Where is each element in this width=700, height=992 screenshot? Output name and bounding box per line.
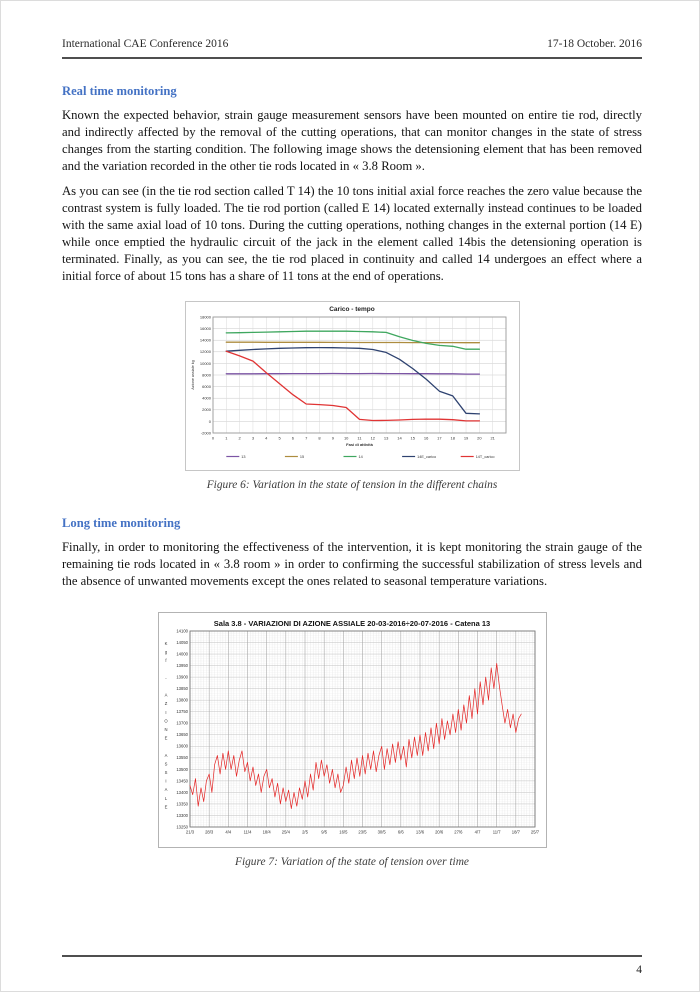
figure7-chart-title: Sala 3.8 - VARIAZIONI DI AZIONE ASSIALE 20-03-2016÷20-07-2016 - Catena 13 xyxy=(213,619,491,628)
svg-text:16: 16 xyxy=(423,435,428,441)
svg-text:13900: 13900 xyxy=(175,674,188,680)
section-heading-long-time-monitoring: Long time monitoring xyxy=(62,516,181,530)
svg-text:13850: 13850 xyxy=(175,686,188,692)
svg-text:6: 6 xyxy=(291,435,294,441)
figure6-chart-title: Carico - tempo xyxy=(329,306,375,313)
svg-text:13250: 13250 xyxy=(175,824,188,830)
svg-text:0: 0 xyxy=(208,418,211,424)
svg-text:28/3: 28/3 xyxy=(204,829,213,835)
svg-text:20/6: 20/6 xyxy=(434,829,443,835)
svg-text:16000: 16000 xyxy=(199,326,211,331)
svg-text:L: L xyxy=(164,795,167,801)
svg-text:13700: 13700 xyxy=(175,720,188,726)
svg-text:Fasi di attività: Fasi di attività xyxy=(345,442,373,447)
svg-text:18/4: 18/4 xyxy=(262,829,271,835)
svg-text:f: f xyxy=(164,658,167,664)
figure6-caption: Figure 6: Variation in the state of tension in the different chains xyxy=(206,479,498,491)
svg-text:-: - xyxy=(164,675,167,681)
svg-text:2/5: 2/5 xyxy=(301,829,308,835)
svg-text:15: 15 xyxy=(410,435,415,441)
svg-text:9: 9 xyxy=(331,435,334,441)
figure7 xyxy=(158,612,547,848)
svg-text:3: 3 xyxy=(251,435,254,441)
svg-text:S: S xyxy=(164,770,167,775)
svg-text:13/6: 13/6 xyxy=(415,829,424,835)
svg-text:9/5: 9/5 xyxy=(320,829,327,835)
svg-text:2000: 2000 xyxy=(201,407,211,413)
svg-text:7: 7 xyxy=(304,435,307,441)
svg-text:16/5: 16/5 xyxy=(338,829,347,835)
svg-text:30/5: 30/5 xyxy=(377,829,386,835)
svg-text:4/4: 4/4 xyxy=(224,829,231,835)
svg-text:18000: 18000 xyxy=(199,314,211,320)
svg-text:11: 11 xyxy=(356,435,362,441)
svg-text:13: 13 xyxy=(383,435,388,441)
svg-text:13950: 13950 xyxy=(175,662,188,668)
header-conference-title: International CAE Conference 2016 xyxy=(62,38,229,50)
paragraph-realtime-2: As you can see (in the tie rod section called T 14) the 10 tons initial axial force reaches the zero value because the contrast system is fully loaded. The tie rod portion (called E 14) located externally instead continues to be loaded with the same axial load of 10 tons. During the cutting operations, nothing changes in the external portion (14 E) while once emptied the hydraulic circuit of the jack in the element called 14bis the detensioning operation is terminated. Finally, as you can see, the tie rod placed in continuity and called 14 undergoes an effect where a initial force of about 15 tons has a share of 11 tons at the end of operations. xyxy=(62,184,642,283)
svg-text:S: S xyxy=(164,761,167,767)
svg-text:Z: Z xyxy=(164,701,167,707)
svg-text:-2000: -2000 xyxy=(200,430,211,436)
svg-text:4000: 4000 xyxy=(201,395,211,401)
svg-text:6/6: 6/6 xyxy=(397,829,404,835)
svg-text:18: 18 xyxy=(450,435,455,441)
svg-text:10: 10 xyxy=(343,435,348,441)
svg-text:25/4: 25/4 xyxy=(281,829,290,835)
page-number: 4 xyxy=(636,964,642,976)
svg-text:21/3: 21/3 xyxy=(185,829,194,835)
svg-text:8: 8 xyxy=(317,435,321,441)
page-header xyxy=(62,38,642,59)
svg-text:13600: 13600 xyxy=(175,743,188,749)
svg-text:8000: 8000 xyxy=(201,372,211,378)
svg-text:E: E xyxy=(164,804,167,810)
svg-text:13550: 13550 xyxy=(175,755,188,761)
figure6 xyxy=(185,301,520,471)
figure6-chart xyxy=(187,313,518,463)
svg-text:14T_carico: 14T_carico xyxy=(475,455,494,459)
svg-text:17: 17 xyxy=(436,435,442,441)
svg-text:4: 4 xyxy=(264,435,267,441)
svg-text:13800: 13800 xyxy=(175,697,188,703)
svg-text:14050: 14050 xyxy=(175,639,188,645)
section-heading-real-time-monitoring: Real time monitoring xyxy=(62,84,177,98)
svg-text:21: 21 xyxy=(489,435,495,441)
svg-text:12: 12 xyxy=(370,435,375,441)
svg-text:Azione assiale kg: Azione assiale kg xyxy=(190,360,195,390)
svg-text:27/6: 27/6 xyxy=(453,829,462,835)
svg-text:14: 14 xyxy=(396,435,402,441)
svg-text:19: 19 xyxy=(463,435,468,441)
svg-text:g: g xyxy=(164,649,167,655)
svg-text:A: A xyxy=(164,692,167,698)
svg-text:25/7: 25/7 xyxy=(530,829,539,835)
svg-text:A: A xyxy=(164,752,167,758)
svg-text:E: E xyxy=(164,735,167,741)
svg-text:14000: 14000 xyxy=(199,337,211,343)
page-footer xyxy=(62,955,642,976)
header-date: 17-18 October. 2016 xyxy=(547,38,642,50)
svg-text:23/5: 23/5 xyxy=(357,829,367,835)
svg-text:12000: 12000 xyxy=(199,349,211,355)
svg-text:13300: 13300 xyxy=(175,812,188,818)
svg-text:1: 1 xyxy=(224,435,227,441)
svg-text:13650: 13650 xyxy=(175,732,188,738)
svg-text:14: 14 xyxy=(358,455,363,459)
svg-text:13350: 13350 xyxy=(175,801,188,807)
svg-text:I: I xyxy=(164,709,167,715)
svg-text:13750: 13750 xyxy=(175,709,188,715)
svg-text:11/4: 11/4 xyxy=(243,829,251,835)
svg-text:I: I xyxy=(164,778,167,784)
svg-text:10000: 10000 xyxy=(199,360,211,366)
svg-text:14100: 14100 xyxy=(175,629,188,634)
svg-text:6000: 6000 xyxy=(201,384,211,389)
svg-text:13: 13 xyxy=(240,455,246,459)
svg-text:18/7: 18/7 xyxy=(511,829,520,835)
svg-text:20: 20 xyxy=(476,435,482,441)
svg-text:K: K xyxy=(164,641,167,646)
svg-text:A: A xyxy=(164,787,167,793)
paragraph-realtime-1: Known the expected behavior, strain gauge measurement sensors have been mounted on entire tie rod, directly and indirectly affected by the removal of the cutting operations, that can monitor changes in the state of stress changes from the starting condition. The following image shows the detensioning element that has been removed and the variation recorded in the other tie rods located in « 3.8 Room ». xyxy=(62,108,642,173)
svg-text:O: O xyxy=(163,718,168,724)
svg-text:5: 5 xyxy=(277,435,281,441)
svg-text:N: N xyxy=(163,727,168,732)
footer-rule xyxy=(62,955,642,957)
figure7-caption: Figure 7: Variation of the state of tension over time xyxy=(234,856,469,868)
svg-text:13500: 13500 xyxy=(175,766,188,772)
svg-text:11/7: 11/7 xyxy=(492,829,501,835)
svg-text:0: 0 xyxy=(211,435,214,441)
svg-text:14000: 14000 xyxy=(175,651,188,657)
svg-text:13400: 13400 xyxy=(175,789,188,795)
figure7-chart xyxy=(160,629,545,843)
paragraph-longtime-1: Finally, in order to monitoring the effectiveness of the intervention, it is kept monitoring the strain gauge of the remaining tie rods located in « 3.8 room » in order to confirming the successful stabilization of stress levels and the absence of unwanted movements except the ones related to seasonal temperature variations. xyxy=(62,540,642,588)
svg-text:13450: 13450 xyxy=(175,778,188,784)
svg-text:4/7: 4/7 xyxy=(474,829,480,835)
svg-text:14E_carico: 14E_carico xyxy=(416,455,436,459)
svg-text:15: 15 xyxy=(299,455,304,459)
svg-text:2: 2 xyxy=(238,435,241,441)
